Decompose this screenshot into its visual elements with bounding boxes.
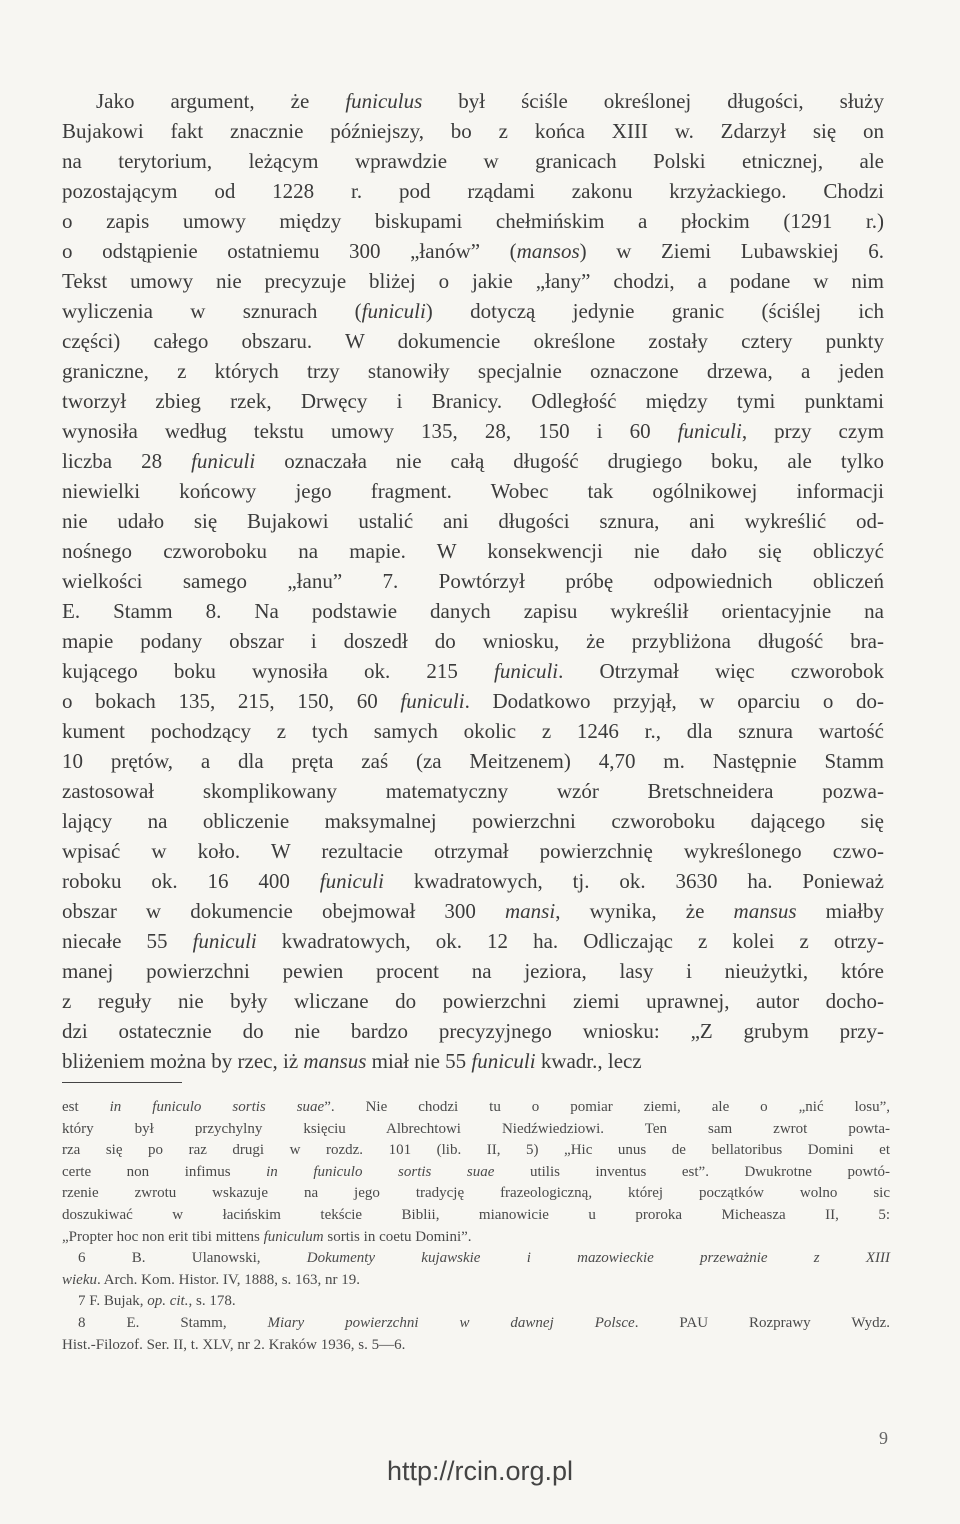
body-line: Jako argument, że funiculus był ściśle określonej długości, służy	[96, 89, 884, 113]
body-line: lający na obliczenie maksymalnej powierzchni czworoboku dającego się	[62, 809, 884, 833]
footnote-line: rzenie zwrotu wskazuje na jego tradycję frazeologiczną, której początków wolno sic	[62, 1185, 890, 1202]
body-line: o zapis umowy między biskupami chełmińskim a płockim (1291 r.)	[62, 209, 884, 233]
body-line: zastosował skomplikowany matematyczny wzór Bretschneidera pozwa-	[62, 779, 884, 803]
body-line: E. Stamm 8. Na podstawie danych zapisu wykreślił orientacyjnie na	[62, 599, 884, 623]
body-line: o bokach 135, 215, 150, 60 funiculi. Dodatkowo przyjął, w oparciu o do-	[62, 689, 884, 713]
body-line: wielkości samego „łanu” 7. Powtórzył próbę odpowiednich obliczeń	[62, 569, 884, 593]
body-line: niecałe 55 funiculi kwadratowych, ok. 12 ha. Odliczając z kolei z otrzy-	[62, 929, 884, 953]
footnote-line: 8 E. Stamm, Miary powierzchni w dawnej Polsce. PAU Rozprawy Wydz.	[78, 1314, 891, 1331]
body-line: graniczne, z których trzy stanowiły specjalnie oznaczone drzewa, a jeden	[62, 359, 884, 383]
footnotes	[62, 1097, 890, 1356]
footnote-line: wieku. Arch. Kom. Histor. IV, 1888, s. 163, nr 19.	[62, 1271, 361, 1288]
footnote-line: 6 B. Ulanowski, Dokumenty kujawskie i mazowieckie przeważnie z XIII	[78, 1250, 890, 1267]
footnote-line: Hist.-Filozof. Ser. II, t. XLV, nr 2. Kraków 1936, s. 5—6.	[62, 1336, 406, 1353]
body-line: pozostającym od 1228 r. pod rządami zakonu krzyżackiego. Chodzi	[62, 179, 884, 203]
footnote-line: który był przychylny księciu Albrechtowi Niedźwiedziowi. Ten sam zwrot powta-	[62, 1120, 890, 1137]
body-line: nie udało się Bujakowi ustalić ani długości sznura, ani wykreślić od-	[62, 509, 884, 533]
body-line: manej powierzchni pewien procent na jeziora, lasy i nieużytki, które	[62, 959, 884, 983]
body-line: o odstąpienie ostatniemu 300 „łanów” (mansos) w Ziemi Lubawskiej 6.	[62, 239, 884, 263]
footnote-line: doszukiwać w łacińskim tekście Biblii, mianowicie u proroka Micheasza II, 5:	[62, 1206, 890, 1223]
body-line: tworzył zbieg rzek, Drwęcy i Branicy. Odległość między tymi punktami	[62, 389, 884, 413]
body-line: Tekst umowy nie precyzuje bliżej o jakie „łany” chodzi, a podane w nim	[62, 269, 884, 293]
body-line: na terytorium, leżącym wprawdzie w granicach Polski etnicznej, ale	[62, 149, 884, 173]
body-line: części) całego obszaru. W dokumencie określone zostały cztery punkty	[62, 329, 884, 353]
footnote-line: est in funiculo sortis suae”. Nie chodzi tu o pomiar ziemi, ale o „nić losu”,	[62, 1099, 891, 1115]
page-number: 9	[879, 1428, 888, 1448]
body-line: wynosiła według tekstu umowy 135, 28, 150 i 60 funiculi, przy czym	[62, 419, 884, 443]
body-text	[62, 86, 884, 1076]
footnote-line: „Propter hoc non erit tibi mittens funiculum sortis in coetu Domini”.	[62, 1228, 472, 1245]
footnote-line: rza się po raz drugi w rozdz. 101 (lib. II, 5) „Hic unus de bellatoribus Domini et	[62, 1142, 890, 1159]
body-line: dzi ostatecznie do nie bardzo precyzyjnego wniosku: „Z grubym przy-	[62, 1019, 884, 1043]
body-line: liczba 28 funiculi oznaczała nie całą długość drugiego boku, ale tylko	[62, 449, 884, 473]
body-line: wpisać w koło. W rezultacie otrzymał powierzchnię wykreślonego czwo-	[62, 839, 884, 863]
body-line: niewielki końcowy jego fragment. Wobec tak ogólnikowej informacji	[62, 479, 884, 503]
footnote-line: certe non infimus in funiculo sortis suae utilis inventus est”. Dwukrotne powtó-	[62, 1163, 891, 1180]
source-watermark: http://rcin.org.pl	[386, 1456, 574, 1486]
footnote-separator	[62, 1082, 182, 1083]
body-line: nośnego czworoboku na mapie. W konsekwencji nie dało się obliczyć	[62, 539, 884, 563]
body-line: Bujakowi fakt znacznie późniejszy, bo z końca XIII w. Zdarzył się on	[62, 119, 884, 143]
body-line: kument pochodzący z tych samych okolic z 1246 r., dla sznura wartość	[62, 719, 884, 743]
body-line: z reguły nie były wliczane do powierzchni ziemi uprawnej, autor docho-	[62, 989, 884, 1013]
body-line: obszar w dokumencie obejmował 300 mansi, wynika, że mansus miałby	[62, 899, 884, 923]
body-line: roboku ok. 16 400 funiculi kwadratowych, tj. ok. 3630 ha. Ponieważ	[62, 869, 884, 893]
body-line: bliżeniem można by rzec, iż mansus miał nie 55 funiculi kwadr., lecz	[62, 1049, 642, 1073]
body-line: wyliczenia w sznurach (funiculi) dotyczą jedynie granic (ściślej ich	[62, 299, 884, 323]
footnote-line: 7 F. Bujak, op. cit., s. 178.	[78, 1293, 236, 1310]
body-line: 10 prętów, a dla pręta zaś (za Meitzenem) 4,70 m. Następnie Stamm	[62, 749, 884, 773]
body-line: kującego boku wynosiła ok. 215 funiculi. Otrzymał więc czworobok	[62, 659, 885, 683]
body-line: mapie podany obszar i doszedł do wniosku, że przybliżona długość bra-	[62, 629, 884, 653]
